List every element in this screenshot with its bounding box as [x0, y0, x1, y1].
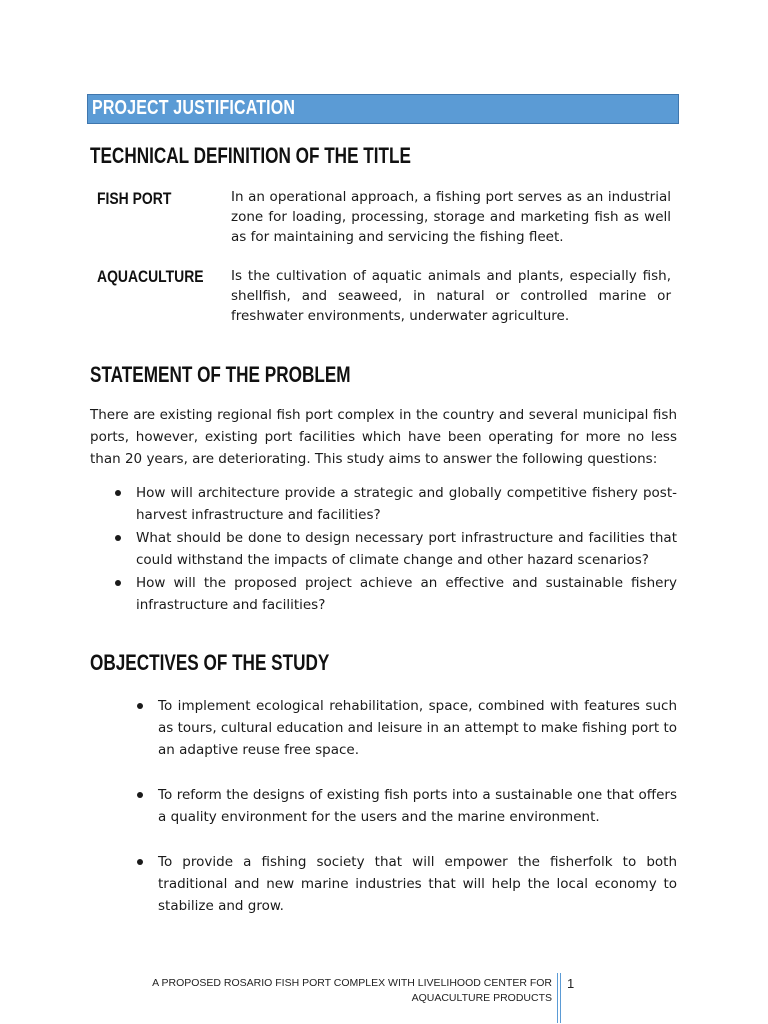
problem-heading: STATEMENT OF THE PROBLEM	[90, 362, 351, 387]
list-item: What should be done to design necessary port infrastructure and facilities that could withstand the impacts of climate change and other hazard scenarios?	[112, 527, 677, 571]
list-item: To reform the designs of existing fish ports into a sustainable one that offers a quality environment for the users and the marine environment.	[134, 784, 677, 828]
page-number: 1	[567, 976, 575, 991]
section-banner	[87, 94, 679, 124]
objectives-heading: OBJECTIVES OF THE STUDY	[90, 650, 330, 675]
list-item: How will the proposed project achieve an effective and sustainable fishery infrastructure and facilities?	[112, 572, 677, 616]
technical-definition-heading: TECHNICAL DEFINITION OF THE TITLE	[90, 143, 411, 168]
term-aquaculture: AQUACULTURE	[97, 267, 204, 286]
definition-fish-port: In an operational approach, a fishing port serves as an industrial zone for loading, processing, storage and marketing fish as well as for maintaining and servicing the fishing fleet.	[231, 189, 671, 245]
list-item: To provide a fishing society that will empower the fisherfolk to both traditional and new marine industries that will help the local economy to stabilize and grow.	[134, 851, 677, 917]
footer-divider	[560, 973, 561, 1023]
footer-title	[152, 976, 552, 1006]
footer-divider	[557, 973, 558, 1023]
footer-line-2: AQUACULTURE PRODUCTS	[411, 992, 552, 1004]
term-fish-port: FISH PORT	[97, 189, 172, 208]
footer-line-1: A PROPOSED ROSARIO FISH PORT COMPLEX WITH LIVELIHOOD CENTER FOR	[152, 977, 552, 989]
definition-aquaculture: Is the cultivation of aquatic animals and plants, especially fish, shellfish, and seaweed, in natural or controlled marine or freshwater environments, underwater agriculture.	[231, 268, 671, 324]
list-item: How will architecture provide a strategic and globally competitive fishery post-harvest infrastructure and facilities?	[112, 482, 677, 526]
banner-title: PROJECT JUSTIFICATION	[92, 97, 296, 119]
problem-paragraph: There are existing regional fish port complex in the country and several municipal fish ports, however, existing port facilities which have been operating for more no less than 20 years, are deteriorating. This study aims to answer the following questions:	[90, 407, 677, 467]
list-item: To implement ecological rehabilitation, space, combined with features such as tours, cultural education and leisure in an attempt to make fishing port to an adaptive reuse free space.	[134, 695, 677, 761]
objectives-list	[134, 695, 677, 940]
problem-questions-list	[112, 482, 677, 617]
